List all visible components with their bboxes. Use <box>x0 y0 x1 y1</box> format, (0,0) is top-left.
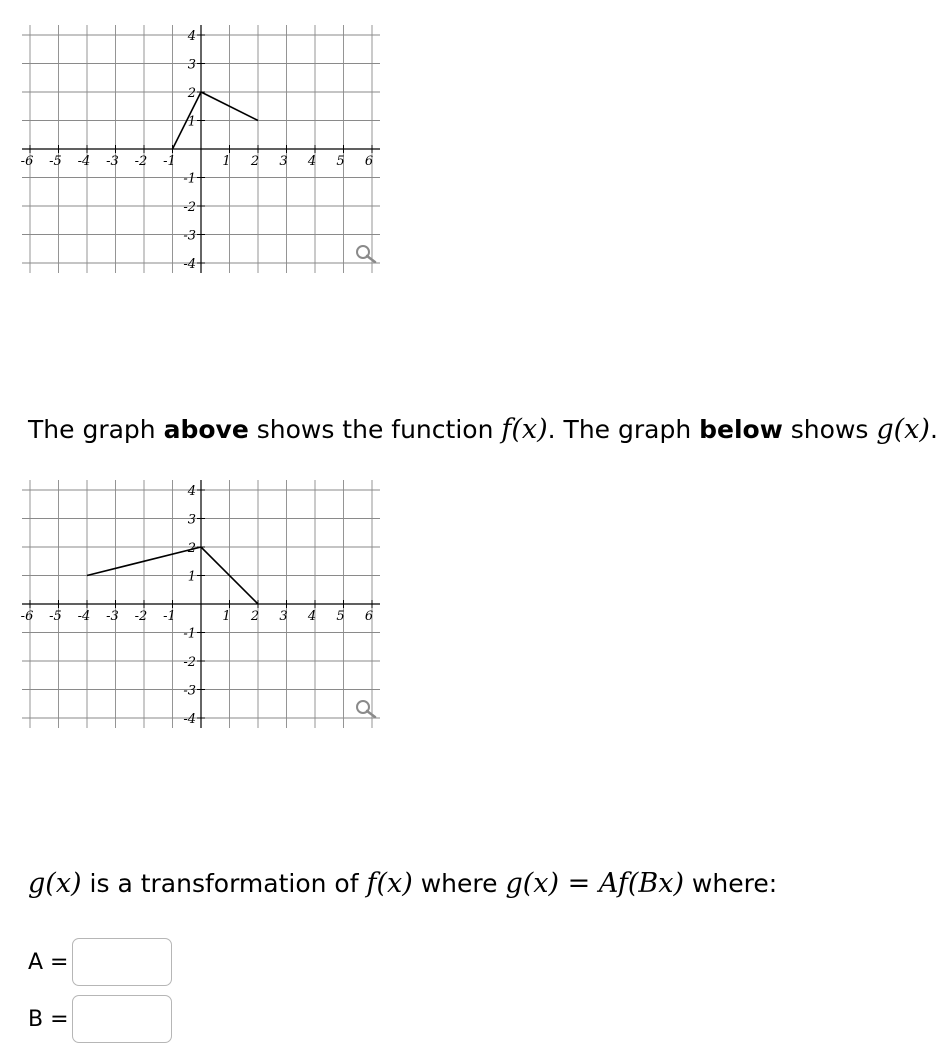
x-tick-label: 1 <box>222 154 231 169</box>
graph-g <box>22 475 394 845</box>
label-a: A = <box>28 949 69 975</box>
x-tick-label: 2 <box>250 609 260 624</box>
x-tick-label: -6 <box>20 154 34 169</box>
y-tick-label: 3 <box>187 57 196 73</box>
x-tick-label: 2 <box>250 154 260 169</box>
field-row-a <box>28 938 172 986</box>
sentence-transformation: g(x) is a transformation of f(x) where g(x) = Af(Bx) where: <box>28 868 778 899</box>
x-tick-label: -4 <box>77 609 91 624</box>
x-tick-label: -4 <box>77 154 91 169</box>
x-tick-label: 4 <box>307 609 317 624</box>
math-g: g(x) <box>28 868 82 899</box>
y-tick-label: -2 <box>183 655 196 670</box>
y-tick-label: 3 <box>187 512 196 528</box>
y-tick-label: -3 <box>183 683 196 699</box>
magnifier-handle <box>367 711 375 717</box>
y-tick-label: -2 <box>183 200 196 215</box>
math-f: f(x) <box>366 868 413 899</box>
x-tick-label: 3 <box>279 609 288 624</box>
y-tick-label: 4 <box>187 484 196 499</box>
x-tick-label: 6 <box>364 154 374 169</box>
sentence-graphs: The graph above shows the function f(x). The graph below shows g(x). <box>28 414 938 445</box>
x-tick-label: -5 <box>49 154 62 169</box>
magnifier-handle <box>367 256 375 262</box>
x-tick-label: -3 <box>106 154 119 169</box>
field-row-b <box>28 995 172 1043</box>
x-tick-label: -3 <box>106 609 119 624</box>
x-tick-label: 1 <box>222 609 231 624</box>
x-tick-label: 3 <box>279 154 288 169</box>
y-tick-label: -3 <box>183 228 196 244</box>
x-tick-label: -1 <box>163 609 176 624</box>
y-tick-label: 4 <box>187 29 196 44</box>
input-b[interactable] <box>72 995 172 1043</box>
math-equation: g(x) = Af(Bx) <box>505 868 684 899</box>
math-f: f(x) <box>501 414 548 445</box>
input-a[interactable] <box>72 938 172 986</box>
y-tick-label: -4 <box>183 257 196 272</box>
x-tick-label: -2 <box>134 609 148 624</box>
x-tick-label: -2 <box>134 154 148 169</box>
bold-above: above <box>163 415 249 444</box>
y-tick-label: 1 <box>187 114 196 130</box>
y-tick-label: 1 <box>187 569 196 585</box>
x-tick-label: -5 <box>49 609 62 624</box>
label-b: B = <box>28 1006 69 1032</box>
x-tick-label: 5 <box>336 154 345 169</box>
x-tick-label: 6 <box>364 609 374 624</box>
x-tick-label: 5 <box>336 609 345 624</box>
y-tick-label: -4 <box>183 712 196 727</box>
y-tick-label: 2 <box>187 541 196 556</box>
x-tick-label: -6 <box>20 609 34 624</box>
y-tick-label: -1 <box>183 626 196 642</box>
x-tick-label: -1 <box>163 154 176 169</box>
graph-f <box>22 20 394 390</box>
x-tick-label: 4 <box>307 154 317 169</box>
y-tick-label: -1 <box>183 171 196 187</box>
bold-below: below <box>699 415 783 444</box>
y-tick-label: 2 <box>187 86 196 101</box>
math-g: g(x) <box>876 414 930 445</box>
